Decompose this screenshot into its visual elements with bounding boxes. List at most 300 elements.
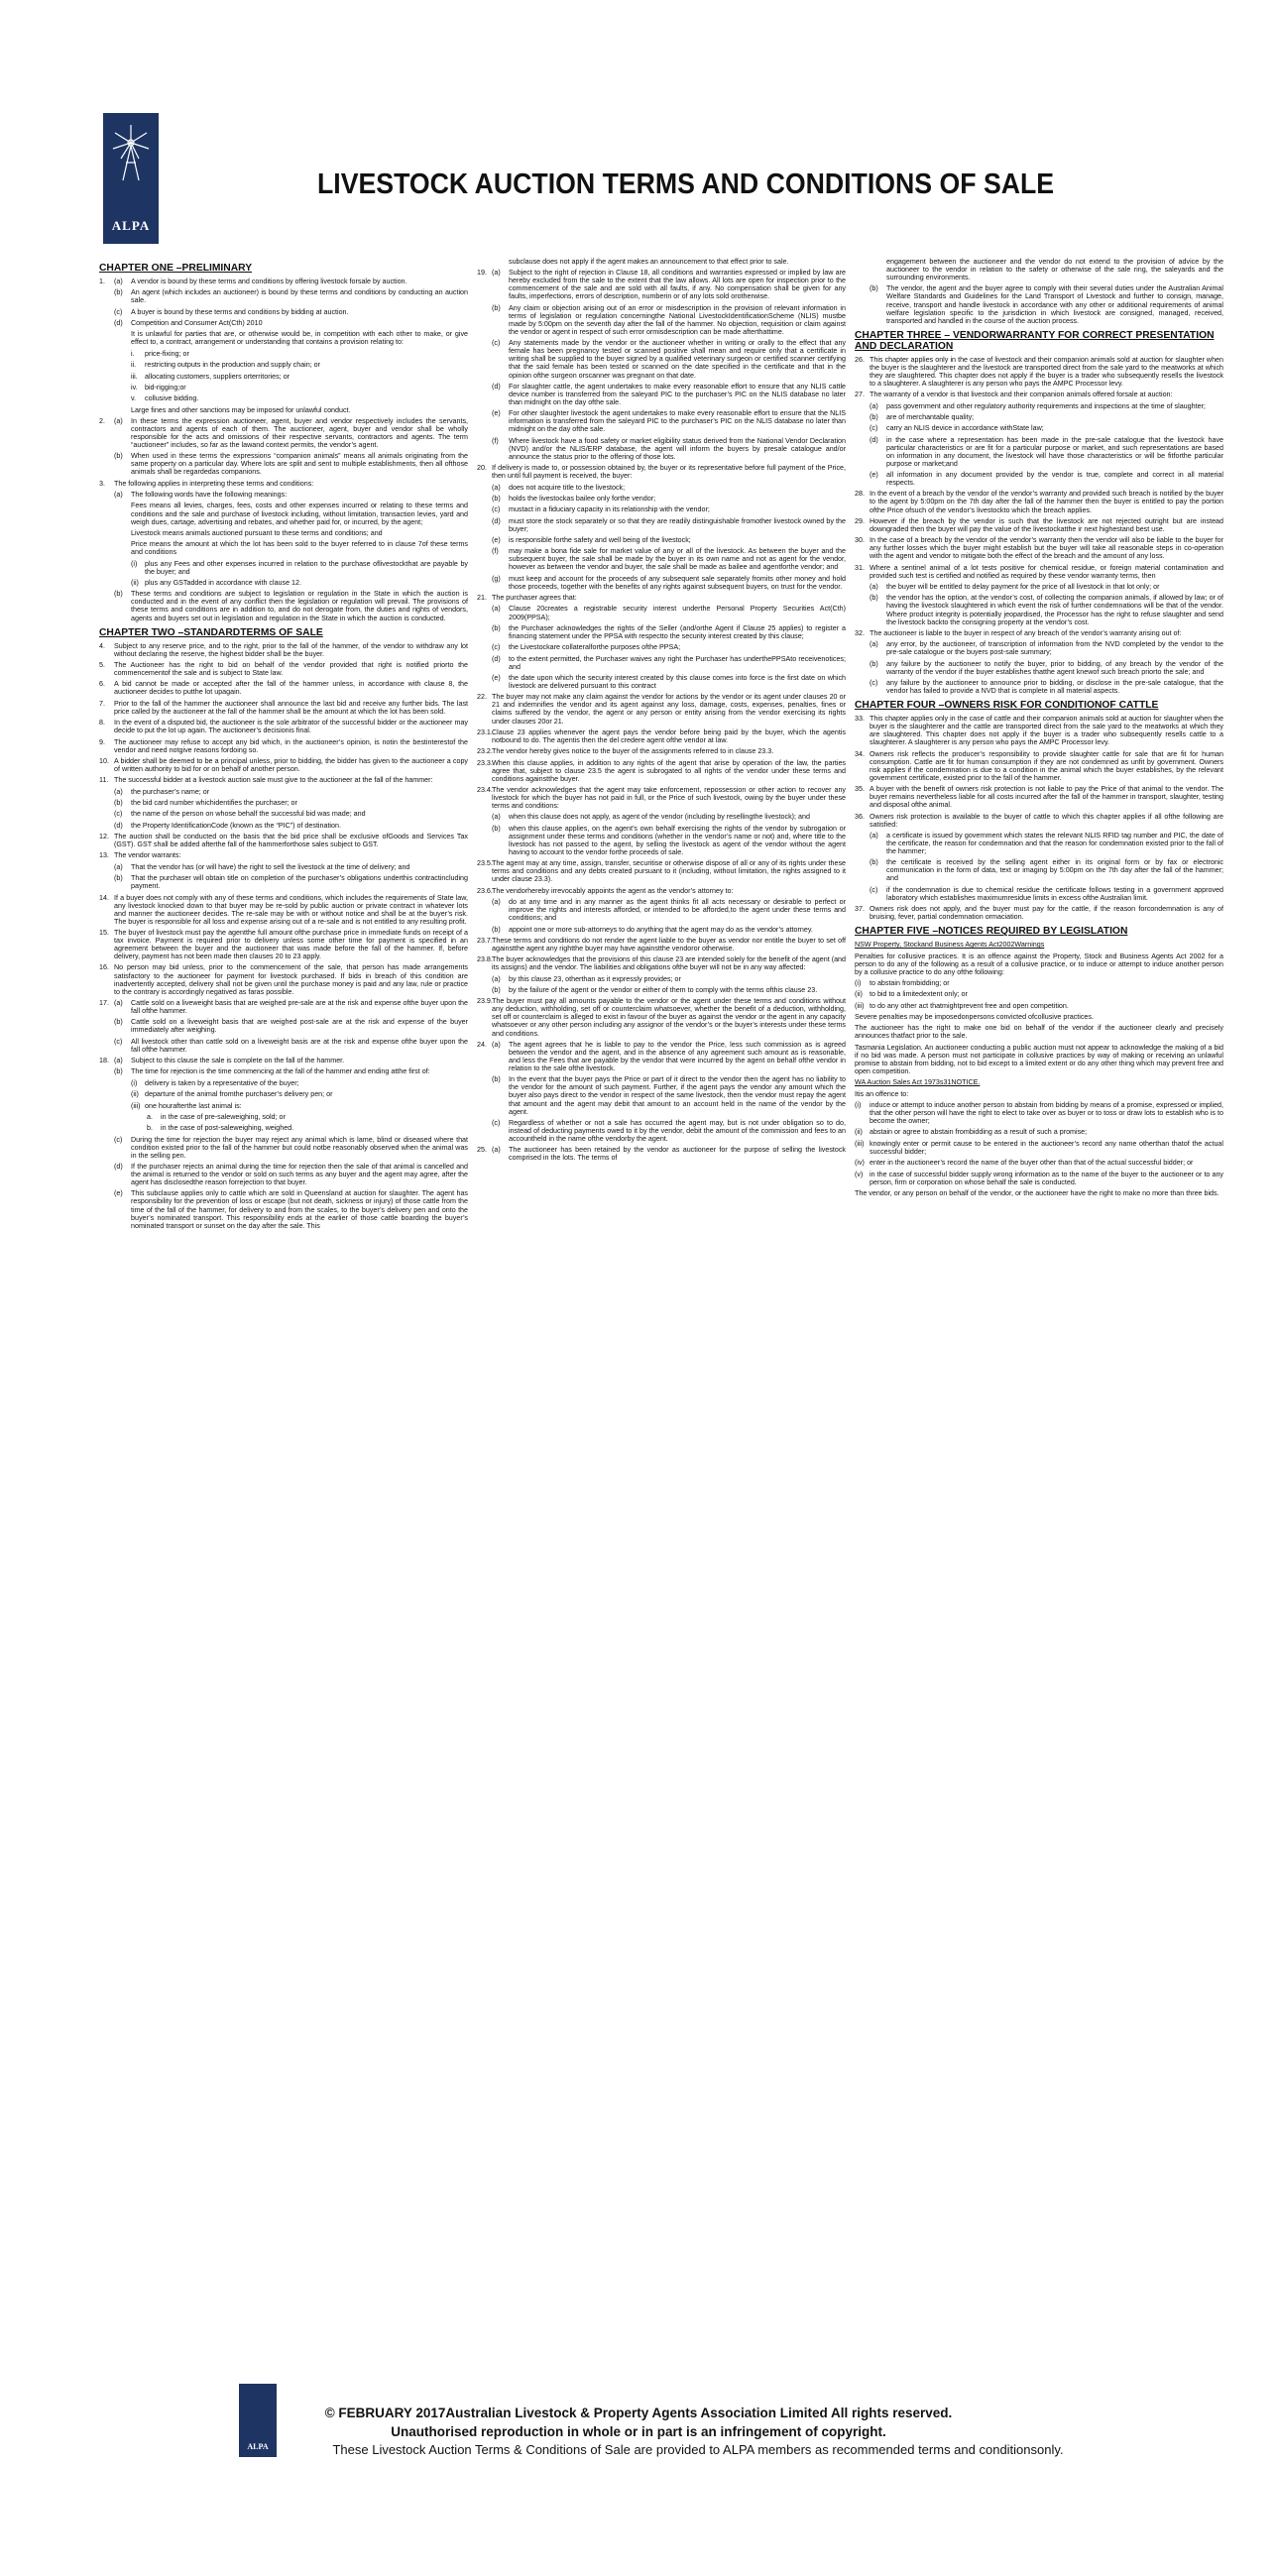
chapter-heading: CHAPTER TWO –STANDARDTERMS OF SALE: [99, 626, 323, 638]
clause-text: If delivery is made to, or possession obtained by, the buyer or its representative before full payment of the Price, then until full payment is received, the buyer:: [492, 464, 846, 481]
clause: [99, 757, 468, 773]
clause-number: 14.: [99, 893, 109, 902]
clause: [855, 979, 1223, 987]
clause: [477, 624, 846, 640]
clause: [99, 1136, 468, 1160]
subclause-letter: (a): [492, 974, 501, 983]
clause-number: 6.: [99, 680, 105, 689]
clause-text: the date upon which the security interest created by this clause comes into force is the first date on which livestock are delivered pursuant to this contract: [509, 674, 846, 691]
clause: [99, 810, 468, 818]
clause-text: The agent may at any time, assign, transfer, securitise or otherwise dispose of all or any of its rights under these terms and conditions and any debts created pursuant to it (including, without limitation, the rights assigned to it under clause 23.3).: [492, 859, 846, 884]
clause-text: The time for rejection is the time commencing at the fall of the hammer and ending atthe first of:: [131, 1067, 430, 1076]
clause-number: 26.: [855, 355, 865, 364]
clause: [99, 1038, 468, 1054]
clause-text: A bid cannot be made or accepted after the fall of the hammer unless, in accordance with clause 8, the auctioneer decides to putthe lot upagain.: [114, 680, 468, 697]
clause-number: 23.2.: [477, 747, 493, 756]
clause: [477, 759, 846, 783]
clause: [99, 1102, 468, 1110]
clause: [99, 480, 468, 488]
clause: [99, 788, 468, 796]
item-marker: v.: [131, 394, 137, 403]
clause-text: to do any other act thatmightprevent free and open competition.: [870, 1001, 1069, 1010]
clause: [99, 452, 468, 476]
clause-text: The auction shall be conducted on the basis that the bid price shall be exclusive ofGoods and Services Tax (GST). GST shall be added afterthe fall of the hammerforthose sales subject to GST.: [114, 833, 468, 849]
clause: [99, 1057, 468, 1064]
clause: [855, 1101, 1223, 1125]
clause: [477, 517, 846, 533]
clause-text: the vendor has the option, at the vendor’s cost, of collecting the companion animals, if allowed by law; or of having the livestock slaughtered in which event the risk of further condemnations will be that of the vendor. Where product integrity is potentially jeopardised, the Processor has the right to refuse slaughter and send the livestock backto the consigning property at the vendor’s cost.: [886, 594, 1223, 626]
clause-text: knowingly enter or permit cause to be entered in the auctioneer’s record any name otherthan thatof the actual successful bidder;: [870, 1139, 1223, 1156]
clause: [855, 517, 1223, 533]
clause: [99, 822, 468, 830]
clause-text: Where a sentinel animal of a lot tests positive for chemical residue, or foreign material contamination and provided such test is certified and notified as required by these vendor warranty terms, then: [870, 563, 1223, 580]
clause-text: Competition and Consumer Act(Cth) 2010: [131, 319, 263, 328]
clause-number: 4.: [99, 641, 105, 650]
subclause-letter: (c): [870, 424, 878, 433]
clause-text: The auctioneer has been retained by the vendor as auctioneer for the purpose of selling the livestock comprised in the lots. The terms of: [509, 1146, 846, 1163]
subclause-letter: (a): [492, 483, 501, 492]
clause: [99, 719, 468, 734]
subclause-letter: (a): [870, 401, 878, 410]
clause-text: The buyer of livestock must pay the agentthe full amount ofthe purchase price in immediate funds on receipt of a tax invoice. Payment is required prior to delivery unless some other time for payment is specified in an agreement between the buyer and the auctioneer that was made before the fall of the hammer. If, before delivery, payment has not been made then clauses 20 to 23 apply.: [114, 928, 468, 961]
clause-text: The buyer must pay all amounts payable to the vendor or the agent under these terms and conditions without any deduction, withholding, set off or counterclaim whatsoever, whether the benefit of a deduction, withholding, set off or counterclaim is alleged to exist in favour of the buyer as against the vendor or the agent in any capacity whatsoever or any other person including any assignor of the vendor’s or the buyer’s interests under these terms and conditions.: [492, 997, 846, 1038]
clause: [477, 339, 846, 379]
chapter-heading: CHAPTER FIVE –NOTICES REQUIRED BY LEGISLATION: [855, 926, 1128, 938]
legislation-heading: WA Auction Sales Act 1973s31NOTICE.: [855, 1078, 981, 1087]
clause-text: Fees means all levies, charges, fees, costs and other expenses incurred or relating to these terms and conditions and the sale and purchase of livestock including, without limitation, transaction levies, yard and weigh dues, cartage, advertising and rebates, and whether paid for, or incurred, by the agent;: [131, 502, 468, 526]
clause-text: holds the livestockas bailee only forthe vendor;: [509, 494, 656, 503]
subclause-letter: (a): [114, 278, 123, 285]
subclause-letter: (d): [114, 821, 123, 830]
subclause-letter: (d): [492, 382, 501, 391]
subclause-letter: (a): [114, 862, 123, 871]
clause-number: 23.6.: [477, 886, 493, 895]
clause-text: all information in any document provided by the vendor is true, complete and correct in all material respects.: [886, 471, 1223, 488]
clause-text: Subject to any reserve price, and to the right, prior to the fall of the hammer, of the vendor to withdraw any lot without declaring the reserve, the highest bidder shall be the buyer.: [114, 641, 468, 658]
item-marker: a.: [147, 1112, 153, 1121]
clause: [855, 536, 1223, 560]
footer-logo-text: ALPA: [247, 2442, 269, 2451]
subclause-letter: (a): [114, 998, 123, 1007]
clause-number: (iii): [855, 1001, 865, 1010]
clause: [99, 1124, 468, 1132]
clause-text: may make a bona fide sale for market value of any or all of the livestock. As between the buyer and the subsequent buyer, the sale shall be made by the buyer in its own name and not as agent for the vendor, however as between the vendor and buyer, the sale shall be made as bailee and agentforthe vendor; and: [509, 547, 846, 572]
clause-text: if the condemnation is due to chemical residue the certificate follows testing in a government approved laboratory which establishes maximumresidue limits in excess ofthe Australian limit.: [886, 885, 1223, 902]
clause-text: The agent agrees that he is liable to pay to the vendor the Price, less such commission as is agreed between the vendor and the agent, and in the absence of any agreement such amount as is reasonable, and less the Fees that are payable by the vendor that were incurred by the agent on behalf ofthe vendor in relation to the sale ofthe livestock.: [509, 1040, 846, 1073]
clause: [99, 579, 468, 587]
clause-text: abstain or agree to abstain frombidding as a result of such a promise;: [870, 1128, 1088, 1137]
clause-number: 27.: [855, 391, 865, 399]
clause: [855, 858, 1223, 882]
column-left: [99, 258, 468, 1233]
clause: [99, 963, 468, 995]
clause-text: any failure by the auctioneer to announce prior to bidding, or disclose in the pre-sale catalogue, that the vendor has failed to provide a NVD that is complete in all material aspects.: [886, 679, 1223, 696]
clause-text: If a buyer does not comply with any of these terms and conditions, which includes the requirements of State law, any livestock knocked down to that buyer may be re-sold by public auction or private contract in whatever lots and manner the auctioneer decides. The re-sale may be with or without notice and shall be at the buyer’s risk. The buyer is responsible for all loss and expense arising out of a re-sale and is not entitled to any resulting profit.: [114, 893, 468, 926]
subclause-letter: (a): [492, 898, 501, 907]
subclause-letter: (c): [492, 643, 501, 652]
clause-text: are of merchantable quality;: [886, 412, 975, 421]
legislation-heading: NSW Property, Stockand Business Agents Act2002Warnings: [855, 941, 1045, 950]
clause: [99, 863, 468, 871]
clause-text: to the extent permitted, the Purchaser waives any right the Purchaser has underthePPSAto receivenotices; and: [509, 654, 846, 671]
clause: [855, 750, 1223, 782]
clause-number: 16.: [99, 963, 109, 972]
clause-number: (ii): [855, 1128, 863, 1137]
clause-text: Price means the amount at which the lot has been sold to the buyer referred to in clause 7of these terms and conditions: [131, 540, 468, 557]
clause-number: 1.: [99, 278, 105, 285]
clause: [855, 490, 1223, 513]
item-marker: i.: [131, 349, 135, 358]
clause: [855, 1128, 1223, 1136]
item-marker: (i): [131, 1078, 138, 1087]
clause-text: any failure by the auctioneer to notify the buyer, prior to bidding, of any breach by the vendor of the warranty of the vendor if the buyer establishes thatthe agent knewof such breach priorto the sale; and: [886, 659, 1223, 676]
item-marker: (ii): [131, 1090, 139, 1099]
clause-text: Prior to the fall of the hammer the auctioneer shall announce the last bid and receive any further bids. The last price called by the auctioneer at the fall of the hammer shall be the amount at which the lot has been sold.: [114, 699, 468, 716]
subclause-letter: (d): [492, 516, 501, 525]
clause-text: The vendor, the agent and the buyer agree to comply with their several duties under the Australian Animal Welfare Standards and Guidelines for the Land Transport of Livestock and further to consign, manage, receive, transport and handle livestock in accordance with any other or additional requirements of animal welfare legislation specific to the jurisdiction in which livestock are consigned, managed, received, transported and handled in the course of the auction process.: [886, 284, 1223, 325]
clause-text: Cattle sold on a liveweight basis that are weighed post-sale are at the risk and expense of the buyer immediately after weighing.: [131, 1018, 468, 1035]
clause-text: Where livestock have a food safety or market eligibility status derived from the National Vendor Declaration (NVD) and/or the NLIS/ERP database, the agent will inform the buyers by presale catalogue and/or announce the status prior to the offering of those lots.: [509, 436, 846, 461]
clause-text: engagement between the auctioneer and the vendor do not extend to the provision of advice by the auctioneer to the vendor in relation to the safety or otherwise of the sale ring, the saleyards and the surrounding environments.: [886, 258, 1223, 282]
page-header: [0, 0, 1277, 248]
clause: [477, 484, 846, 492]
item-marker: ii.: [131, 361, 137, 370]
clause: [855, 402, 1223, 410]
subclause-letter: (b): [114, 1018, 123, 1027]
clause-number: (i): [855, 1100, 862, 1109]
clause-text: The Auctioneer has the right to bid on behalf of the vendor provided that right is notified priorto the commencementof the sale and is subject to State law.: [114, 660, 468, 678]
clause-text: plus any Fees and other expenses incurred in relation to the purchase oflivestockthat are payable by the buyer; and: [145, 559, 468, 576]
clause: [855, 471, 1223, 487]
clause-text: For slaughter cattle, the agent undertakes to make every reasonable effort to ensure that any NLIS cattle device number is transferred from the saleyard PIC to the purchaser’s PIC on the NLIS database no later than midnight on the day ofthe sale.: [509, 382, 846, 406]
clause-text: in the case of post-saleweighing, weighed.: [161, 1124, 294, 1133]
clause-text: The successful bidder at a livestock auction sale must give to the auctioneer at the fall of the hammer:: [114, 776, 433, 785]
clause-text: If the purchaser rejects an animal during the time for rejection then the sale of that animal is cancelled and the animal is returned to the vendor or sold on such terms as any buyer and the agent may agree, after the agent has disclosedthe reason forrejection to that buyer.: [131, 1162, 468, 1187]
subclause-letter: (c): [870, 885, 878, 894]
clause: [855, 715, 1223, 746]
clause-text: The following applies in interpreting these terms and conditions:: [114, 479, 314, 488]
clause-text: one hourafterthe last animal is:: [145, 1101, 242, 1110]
clause-text: restricting outputs in the production and supply chain; or: [145, 361, 321, 370]
subclause-letter: (b): [492, 494, 501, 503]
clause-number: (iv): [855, 1159, 865, 1168]
clause: [855, 284, 1223, 324]
clause: [99, 394, 468, 402]
clause-number: 10.: [99, 756, 109, 765]
clause-text: plus any GSTadded in accordance with clause 12.: [145, 579, 301, 588]
clause: [99, 894, 468, 926]
subclause-letter: (b): [114, 288, 123, 297]
clause: [855, 424, 1223, 432]
subclause-letter: (b): [870, 659, 878, 668]
clause: [855, 629, 1223, 637]
clause: [477, 536, 846, 544]
clause-text: in the case of pre-saleweighing, sold; or: [161, 1112, 286, 1121]
clause-text: the Livestockare collateralforthe purposes ofthe PPSA;: [509, 643, 681, 652]
clause: [477, 464, 846, 480]
subclause-letter: (a): [492, 1146, 501, 1155]
clause-number: 3.: [99, 479, 105, 488]
clause-text: The auctioneer may refuse to accept any bid which, in the auctioneer’s opinion, is notin the bestinterestof the vendor and need notgive reasons fordoing so.: [114, 737, 468, 754]
clause: [99, 590, 468, 621]
subclause-letter: (c): [492, 339, 501, 348]
clause: [477, 1041, 846, 1072]
clause: [99, 1189, 468, 1229]
clause: [99, 799, 468, 807]
subclause-letter: (a): [114, 416, 123, 425]
clause-text: In the event of a disputed bid, the auctioneer is the sole arbitrator of the successful bidder or the auctioneer may decide to put the lot up again. The auctioneer’s decisionis final.: [114, 719, 468, 735]
clause: [99, 1067, 468, 1075]
subclause-letter: (b): [492, 623, 501, 632]
clause-number: 33.: [855, 715, 865, 724]
subclause-letter: (c): [114, 1037, 123, 1046]
clause: [477, 926, 846, 934]
clause-number: 25.: [477, 1146, 487, 1155]
subclause-letter: (b): [114, 1067, 123, 1076]
paragraph: Tasmania Legislation. An auctioneer conducting a public auction must not appear to acknowledge the making of a bid if no bid was made. A person must not participate in collusive practices by way of making or receiving an unlawful promise to abstain from bidding, not to bid except to a limited extent or do any other thing which may prevent free and open competition.: [855, 1043, 1223, 1075]
item-marker: (iii): [131, 1101, 141, 1110]
clause-text: The buyer acknowledges that the provisions of this clause 23 are intended solely for the benefit of the agent (and its assigns) and the vendor. The liabilities and obligations ofthe buyer will not be in any way affected:: [492, 955, 846, 972]
clause-text: This chapter applies only in the case of cattle and their companion animals sold at auction for slaughter when the buyer is the slaughterer and the cattle are transported direct from the sale yard to the meatworks at which they are slaughtered. This chapter does not apply if the buyer is a trader who subsequently resells cattle to a slaughterer. A slaughterer is any person who pays the AMPC Processor levy.: [870, 715, 1223, 747]
clause-text: does not acquire title to the livestock;: [509, 483, 626, 492]
clause-number: (i): [855, 979, 862, 988]
clause: [99, 680, 468, 696]
clause-number: 12.: [99, 833, 109, 841]
clause-text: carry an NLIS device in accordance withState law;: [886, 424, 1044, 433]
subclause-letter: (b): [492, 303, 501, 312]
clause-number: 28.: [855, 490, 865, 499]
clause: [855, 1140, 1223, 1156]
clause-number: 30.: [855, 536, 865, 545]
clause-text: enter in the auctioneer’s record the name of the buyer other than that of the actual successful bidder; or: [870, 1159, 1194, 1168]
clause: [477, 955, 846, 971]
clause: [477, 505, 846, 513]
clause-text: All livestock other than cattle sold on a liveweight basis are at the risk and expense ofthe buyer upon the fall ofthe hammer.: [131, 1037, 468, 1054]
clause: [477, 575, 846, 591]
clause: [477, 898, 846, 922]
subclause-letter: (d): [114, 1162, 123, 1171]
subclause-letter: (a): [492, 1040, 501, 1049]
clause: [855, 785, 1223, 809]
column-right: [855, 258, 1223, 1200]
clause: [99, 373, 468, 381]
clause: [477, 304, 846, 336]
clause-text: do at any time and in any manner as the agent thinks fit all acts necessary or desirable to perfect or improve the rights and interests afforded, or intended to be afforded,to the agent under these terms and conditions; and: [509, 898, 846, 923]
subclause-letter: (b): [114, 590, 123, 599]
clause-text: the certificate is received by the selling agent either in its original form or by fax or electronic communication in the form of data, text or imaging by 5:00pm on the 7th day after the fall of the hammer; and: [886, 858, 1223, 883]
chapter-heading: CHAPTER FOUR –OWNERS RISK FOR CONDITIONOF CATTLE: [855, 700, 1159, 712]
clause-text: The vendorhereby irrevocably appoints the agent as the vendor’s attorney to:: [492, 886, 734, 895]
subclause-letter: (g): [492, 574, 501, 583]
clause: [855, 990, 1223, 998]
clause: [477, 674, 846, 690]
clause: [99, 776, 468, 784]
clause-text: by the failure of the agent or the vendor or either of them to comply with the terms ofthis clause 23.: [509, 986, 818, 994]
clause-text: the buyer will be entitled to delay payment for the price of all livestock in that lot only; or: [886, 583, 1160, 592]
clause: [855, 583, 1223, 591]
clause: [477, 655, 846, 671]
clause-text: This chapter applies only in the case of livestock and their companion animals sold at auction for slaughter when the buyer is the slaughterer and the livestock are transported direct from the sale yard to the meatworks at which they are slaughtered. This chapter does not apply if the buyer is a trader who subsequently resells the livestock to a slaughterer. A slaughterer is any person who pays the AMPC Processor levy.: [870, 355, 1223, 388]
clause-text: The warranty of a vendor is that livestock and their companion animals offered forsale at auction:: [870, 391, 1173, 399]
clause-text: Subject to this clause the sale is complete on the fall of the hammer.: [131, 1057, 345, 1065]
subclause-letter: (e): [114, 1189, 123, 1198]
clause-number: 35.: [855, 785, 865, 794]
clause: [99, 929, 468, 960]
clause-text: must store the stock separately or so that they are readily distinguishable fromother livestock owned by the buyer;: [509, 516, 846, 533]
clause-text: An agent (which includes an auctioneer) is bound by these terms and conditions by conducting an auction sale.: [131, 288, 468, 305]
subclause-letter: (c): [114, 810, 123, 819]
clause-text: For other slaughter livestock the agent undertakes to make every reasonable effort to ensure that the NLIS information is transferred from the saleyard PIC to the purchaser’s PIC on the NLIS database no later than midnight on the day ofthe sale.: [509, 409, 846, 434]
clause-text: When used in these terms the expressions “companion animals” means all animals originating from the same property on a particular day. Where lots are split and sent to multiple establishments, then all ofthose animals shall be regardedas companions.: [131, 452, 468, 477]
clause-number: 2.: [99, 416, 105, 425]
page-footer: [0, 2384, 1277, 2503]
clause: [855, 391, 1223, 398]
clause: [99, 560, 468, 576]
column-middle: [477, 258, 846, 1166]
clause: [99, 999, 468, 1015]
clause-text: when this clause applies, on the agent’s own behalf exercising the rights of the vendor by subrogation or assignment under these terms and conditions (whether in the vendor’s name or not) and, where title to the livestock has not passed to the agent, by selling the livestock as agent of the vendor without the agent having to account to the vendor forthe proceeds of sale.: [509, 824, 846, 856]
clause: [99, 417, 468, 449]
clause-text: During the time for rejection the buyer may reject any animal which is lame, blind or diseased where that condition existed prior to the fall of the hammer but could notbe reasonably observed when the animal was in the selling pen.: [131, 1135, 468, 1160]
subclause-letter: (b): [114, 799, 123, 807]
alpa-logo: [103, 113, 159, 244]
clause-text: A buyer is bound by these terms and conditions by bidding at auction.: [131, 307, 349, 316]
clause-text: That the vendor has (or will have) the right to sell the livestock at the time of delivery; and: [131, 862, 410, 871]
clause-text: The purchaser agrees that:: [492, 594, 577, 603]
clause-number: 20.: [477, 464, 487, 473]
clause: [477, 1146, 846, 1162]
clause: [99, 642, 468, 658]
clause-number: 37.: [855, 905, 865, 914]
subclause-letter: (f): [492, 436, 499, 445]
subclause-letter: (c): [114, 307, 123, 316]
clause-number: 23.9.: [477, 997, 493, 1006]
clause: [477, 1119, 846, 1143]
clause-number: 13.: [99, 851, 109, 860]
clause: [99, 738, 468, 754]
clause: [99, 350, 468, 358]
clause-text: a certificate is issued by government which states the relevant NLIS RFID tag number and PIC, the date of the certificate, the reason for condemnation and that the reason for condemnation existed prior to the fall of the hammer;: [886, 831, 1223, 855]
subclause-letter: (a): [492, 605, 501, 614]
subclause-letter: (a): [870, 583, 878, 592]
clause-text: to bid to a limitedextent only; or: [870, 990, 968, 999]
clause: [99, 361, 468, 369]
clause-number: 23.8.: [477, 955, 493, 964]
clause-text: Clause 20creates a registrable security interest underthe Personal Property Securities Act(Cth) 2009(PPSA);: [509, 605, 846, 621]
clause-text: delivery is taken by a representative of the buyer;: [145, 1078, 299, 1087]
clause-number: 24.: [477, 1040, 487, 1049]
subclause-letter: (d): [870, 435, 878, 444]
clause-text: It is unlawful for parties that are, or otherwise would be, in competition with each other to make, or give effect to, a contract, arrangement or understanding that contains a provision relating to:: [131, 330, 468, 347]
clause-number: 34.: [855, 749, 865, 758]
clause-number: 36.: [855, 812, 865, 821]
clause: [477, 859, 846, 883]
clause-number: 31.: [855, 563, 865, 572]
clause-text: That the purchaser will obtain title on completion of the purchaser’s obligations underthis contractincluding payment.: [131, 874, 468, 891]
clause-text: These terms and conditions do not render the agent liable to the buyer as vendor nor entitle the buyer to set off againstthe agent any rightthe buyer may have againstthe vendoror otherwise.: [492, 936, 846, 952]
clause-text: when this clause does not apply, as agent of the vendor (including by resellingthe livestock); and: [509, 813, 810, 822]
clause-text: Any claim or objection arising out of an error or misdescription in the provision of relevant information in terms of legislation or regulation concerningthe National LivestockIdentificationScheme (NLIS) mustbe made by 5:00pm on the seventh day after the fall of the hammer. No objection, requisition or claim against the vendor or agent in respect of such error ormisdescription can be made afterthattime.: [509, 303, 846, 336]
clause-text: must keep and account for the proceeds of any subsequent sale separately fromits other money and hold those proceeds, together with the benefits of any rights against subsequent buyers, on trust for the vendor.: [509, 574, 846, 591]
paragraph: The auctioneer has the right to make one bid on behalf of the vendor if the auctioneer clearly and precisely announces thatfact prior to the sale.: [855, 1024, 1223, 1041]
clause-text: Any statements made by the vendor or the auctioneer whether in writing or orally to the effect that any female has been pregnancy tested or scanned positive shall mean and require only that a certificate in writing shall be supplied to the buyer signed by a qualified veterinary surgeon or certified scanner certifying that the said female has been tested or scanned on the date specified in the certificate and that in the opinion ofthe surgeon orscanner was pregnant on that date.: [509, 339, 846, 380]
clause-text: Livestock means animals auctioned pursuant to these terms and conditions; and: [131, 528, 383, 537]
clause: [477, 643, 846, 651]
clause: [99, 278, 468, 285]
clause: [99, 661, 468, 677]
clause: [99, 1018, 468, 1034]
clause-text: A buyer with the benefit of owners risk protection is not liable to pay the Price of that animal to the vendor. The buyer remains nevertheless liable for all costs incurred after the fall of the hammer in transport, slaughter, testing and disposal ofthe animal.: [870, 785, 1223, 810]
clause-text: price-fixing; or: [145, 349, 189, 358]
clause-number: 22.: [477, 693, 487, 702]
clause-number: 8.: [99, 719, 105, 728]
item-marker: (i): [131, 559, 138, 568]
clause-text: Owners risk protection is available to the buyer of cattle to which this chapter applies if all ofthe following are satisfied:: [870, 812, 1223, 829]
subclause-letter: (c): [492, 1118, 501, 1127]
paragraph: The vendor, or any person on behalf of the vendor, or the auctioneer have the right to make no more than three bids.: [855, 1188, 1219, 1197]
clause-text: When this clause applies, in addition to any rights of the agent that arise by operation of the law, the parties agree that, subject to clause 23.5 the agent is subrogated to all rights of the vendor under these terms and conditions againstthe buyer.: [492, 758, 846, 783]
clause-text: Owners risk does not apply, and the buyer must pay for the cattle, if the reason forcondemnation is any of bruising, fever, partial condemnation ormaciation.: [870, 905, 1223, 922]
clause-text: A vendor is bound by these terms and conditions by offering livestock forsale by auction.: [131, 278, 407, 285]
clause-text: Clause 23 applies whenever the agent pays the vendor before being paid by the buyer, which the agentis notbound to do. The agentis then the del credere agent ofthe vendor at law.: [492, 728, 846, 744]
clause: [99, 288, 468, 304]
subclause-letter: (b): [870, 594, 878, 603]
clause-text: In these terms the expression auctioneer, agent, buyer and vendor respectively includes the servants, contractors and agents of each of them. The auctioneer, agent, buyer and vendor shall be wholly responsible for the acts and omissions of their respective servants, contractors and agents. The term “auctioneer” includes, so far as the lawand context permits, the vendor’s agent.: [131, 416, 468, 450]
clause: [99, 700, 468, 716]
clause: [855, 813, 1223, 829]
clause: [855, 564, 1223, 580]
subclause-letter: (b): [492, 824, 501, 833]
clause-text: Regardless of whether or not a sale has occurred the agent may, but is not under obligation so to do, instead of deducting payments owed to it by the vendor, debit the amount of the commission and fees to an accountheld in the name ofthe vendorby the agent.: [509, 1118, 846, 1143]
clause: [99, 319, 468, 327]
subclause-letter: (a): [114, 491, 123, 500]
clause: [99, 874, 468, 890]
clause-number: 23.4.: [477, 786, 493, 795]
clause-number: 32.: [855, 628, 865, 637]
clause: [855, 832, 1223, 855]
copyright-line: © FEBRUARY 2017Australian Livestock & Property Agents Association Limited All rights reserved.: [324, 2406, 953, 2420]
clause-text: allocating customers, suppliers orterritories; or: [145, 372, 290, 381]
subclause-letter: (a): [870, 831, 878, 840]
clause-text: in the case of successful bidder supply wrong information as to the name of the buyer to the auctioneer or to any person, firm or corporation on whose behalf the sale is conducted.: [870, 1170, 1223, 1186]
clause-text: collusive bidding.: [145, 394, 199, 403]
clause-text: The vendor warrants:: [114, 851, 181, 860]
subclause-letter: (b): [870, 858, 878, 867]
subclause-letter: (b): [114, 874, 123, 883]
clause: [477, 409, 846, 433]
page-title: LIVESTOCK AUCTION TERMS AND CONDITIONS OF SALE: [317, 168, 1055, 200]
subclause-letter: (a): [870, 640, 878, 649]
paragraph: Itis an offence to:: [855, 1089, 909, 1098]
clause-number: 23.1.: [477, 728, 493, 736]
clause: [855, 1171, 1223, 1186]
clause: [477, 975, 846, 983]
subclause-letter: (e): [492, 409, 501, 418]
clause-number: 9.: [99, 737, 105, 746]
subclause-letter: (b): [492, 925, 501, 934]
clause: [99, 308, 468, 316]
clause: [477, 693, 846, 725]
clause: [855, 356, 1223, 388]
clause: [99, 1079, 468, 1087]
subclause-letter: (a): [492, 813, 501, 822]
clause-text: the bid card number whichidentifies the purchaser; or: [131, 799, 297, 807]
clause-text: A bidder shall be deemed to be a principal unless, prior to bidding, the bidder has given to the auctioneer a copy of written authority to bid for or on behalf of another person.: [114, 756, 468, 773]
item-marker: (ii): [131, 579, 139, 588]
clause: [477, 986, 846, 994]
clause-text: However if the breach by the vendor is such that the livestock are not rejected outright but are instead downgraded then the buyer will pay the value of the livestockatthe ir next highestand best use.: [870, 516, 1223, 533]
reproduction-notice: Unauthorised reproduction in whole or in part is an infringement of copyright.: [391, 2424, 886, 2439]
